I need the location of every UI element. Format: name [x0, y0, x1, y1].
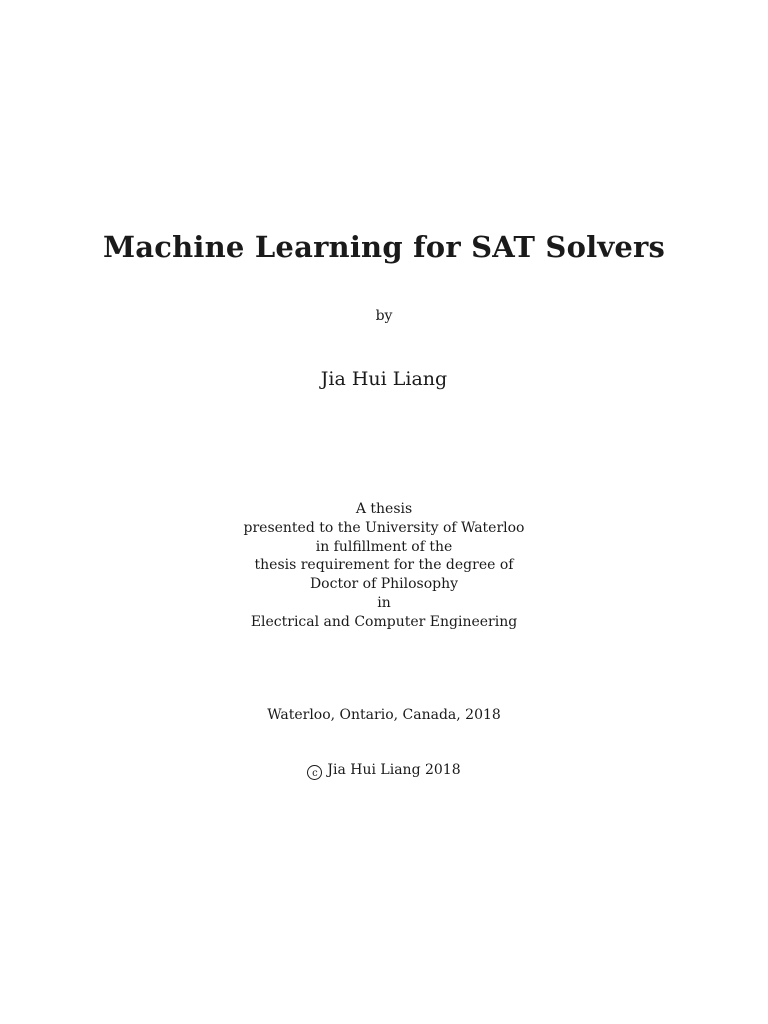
thesis-line: in: [377, 594, 391, 611]
thesis-line: in fulfillment of the: [315, 538, 453, 555]
thesis-line: presented to the University of Waterloo: [243, 519, 525, 536]
copyright-notice: [0, 760, 768, 780]
thesis-title: Machine Learning for SAT Solvers: [102, 230, 666, 264]
copyright-text: Jia Hui Liang 2018: [327, 762, 461, 778]
thesis-line: A thesis: [355, 501, 413, 517]
by-label: by: [375, 308, 393, 324]
thesis-statement: [0, 500, 768, 632]
thesis-line: thesis requirement for the degree of: [254, 557, 514, 574]
place-and-year: Waterloo, Ontario, Canada, 2018: [267, 707, 501, 723]
author-name: Jia Hui Liang: [320, 368, 448, 390]
copyright-icon: c: [307, 765, 322, 780]
thesis-line: Doctor of Philosophy: [309, 576, 459, 593]
thesis-line: Electrical and Computer Engineering: [250, 613, 518, 630]
